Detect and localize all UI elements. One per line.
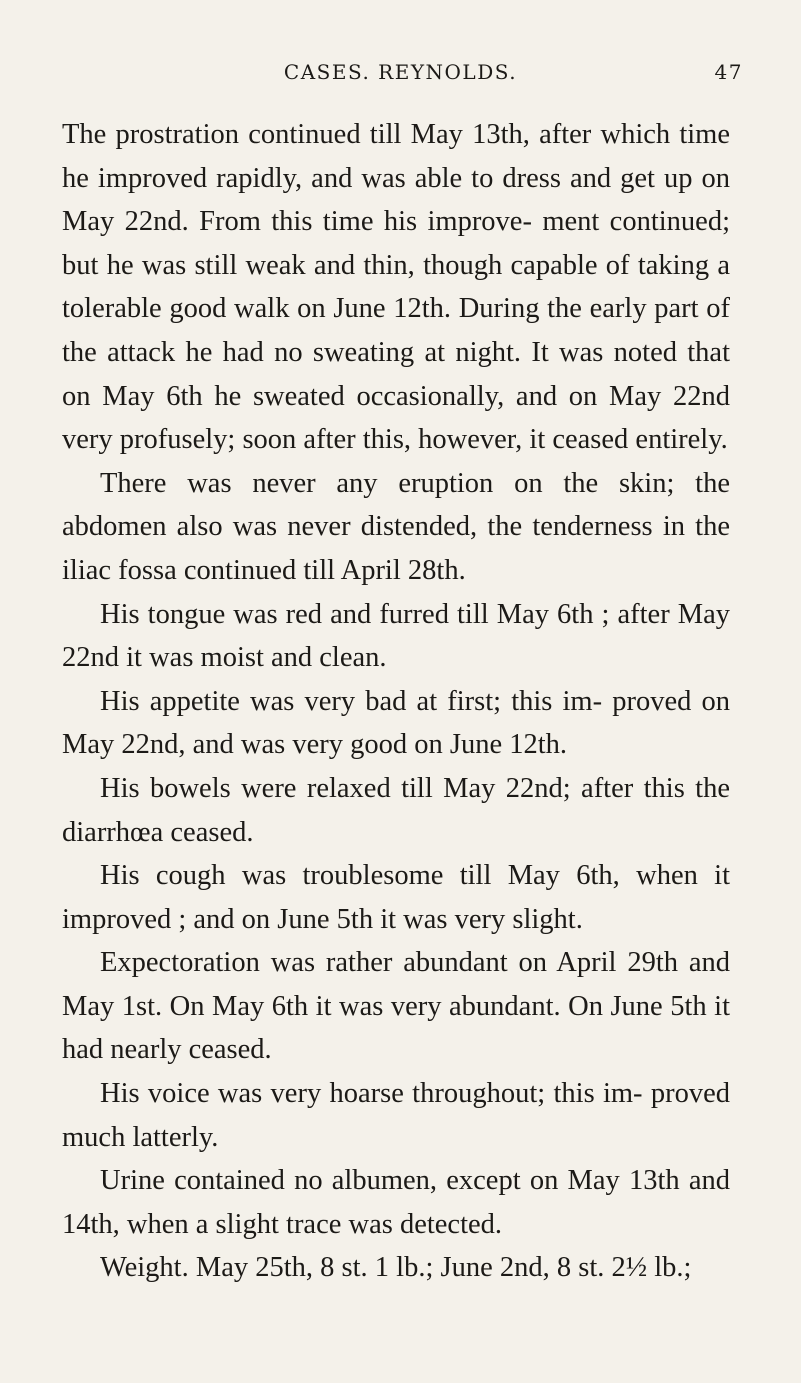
paragraph-appetite: His appetite was very bad at first; this im- proved on May 22nd, and was very good on June 12th. [62,685,730,761]
paragraph-weight: Weight. May 25th, 8 st. 1 lb.; June 2nd, 8 st. 2½ lb.; [100,1252,692,1284]
paragraph-cough: His cough was troublesome till May 6th, when it improved ; and on June 5th it was very slight. [62,860,730,935]
running-title: CASES. REYNOLDS. [283,60,518,84]
paragraph-eruption: There was never any eruption on the skin; the abdomen also was never distended, the tenderness in the iliac fossa continued till April 28th. [62,467,730,586]
page-number: 47 [714,60,743,84]
paragraph-urine: Urine contained no albumen, except on May 13th and 14th, when a slight trace was detected. [62,1165,730,1240]
running-head [0,60,801,90]
paragraph-tongue: His tongue was red and furred till May 6th ; after May 22nd it was moist and clean. [62,598,730,674]
body-text [62,113,730,1290]
paragraph-bowels: His bowels were relaxed till May 22nd; after this the diarrhœa ceased. [62,772,730,848]
paragraph-expectoration: Expectoration was rather abundant on April 29th and May 1st. On May 6th it was very abundant. On June 5th it had nearly ceased. [62,947,730,1066]
paragraph-prostration: The prostration continued till May 13th, after which time he improved rapidly, and was able to dress and get up on May 22nd. From this time his improve- ment continued; but he was still weak and thin, though capable of taking a tolerable good walk on June 12th. During the early part of the attack he had no sweating at night. It was noted that on May 6th he sweated occasionally, and on May 22nd very profusely; soon after this, however, it ceased entirely. [62,119,730,456]
paragraph-voice: His voice was very hoarse throughout; this im- proved much latterly. [62,1078,730,1153]
